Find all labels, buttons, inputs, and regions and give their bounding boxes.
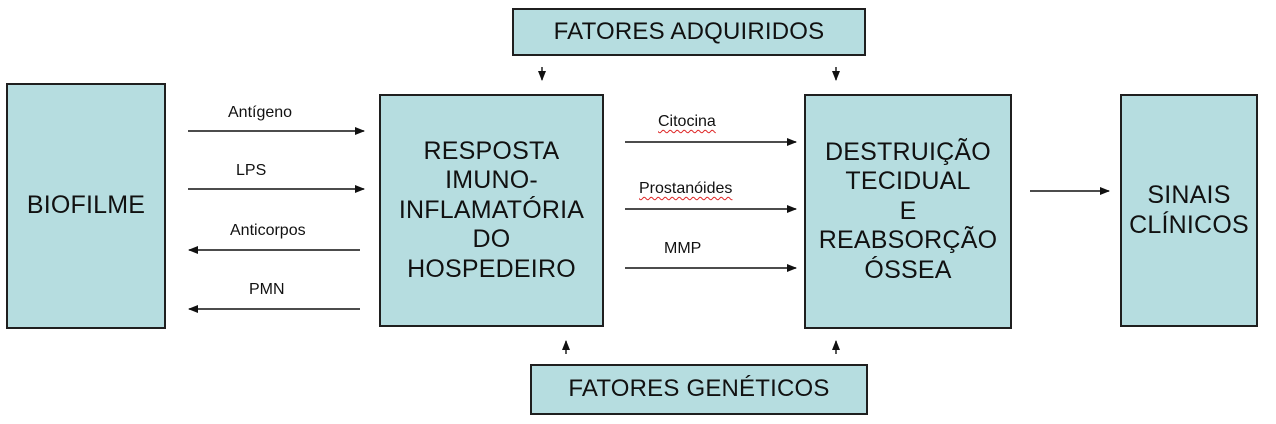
tissue-destruction-label: DESTRUIÇÃO TECIDUAL E REABSORÇÃO ÓSSEA [818, 137, 998, 284]
clinical-signs-label: SINAIS CLÍNICOS [1129, 181, 1249, 239]
mmp-label: MMP [664, 240, 702, 257]
pmn-label: PMN [249, 281, 285, 298]
prostanoids-label: Prostanóides [639, 180, 733, 197]
genetic-factors-label: FATORES GENÉTICOS [568, 375, 830, 403]
acquired-factors-label: FATORES ADQUIRIDOS [553, 17, 825, 45]
antigen-label: Antígeno [228, 104, 293, 121]
lps-label: LPS [236, 162, 267, 179]
antibodies-label: Anticorpos [230, 222, 306, 239]
host-response-label: RESPOSTA IMUNO- INFLAMATÓRIA DO HOSPEDEIRO [398, 136, 585, 283]
cytokine-label: Citocina [658, 113, 716, 130]
biofilm-label: BIOFILME [26, 191, 146, 220]
